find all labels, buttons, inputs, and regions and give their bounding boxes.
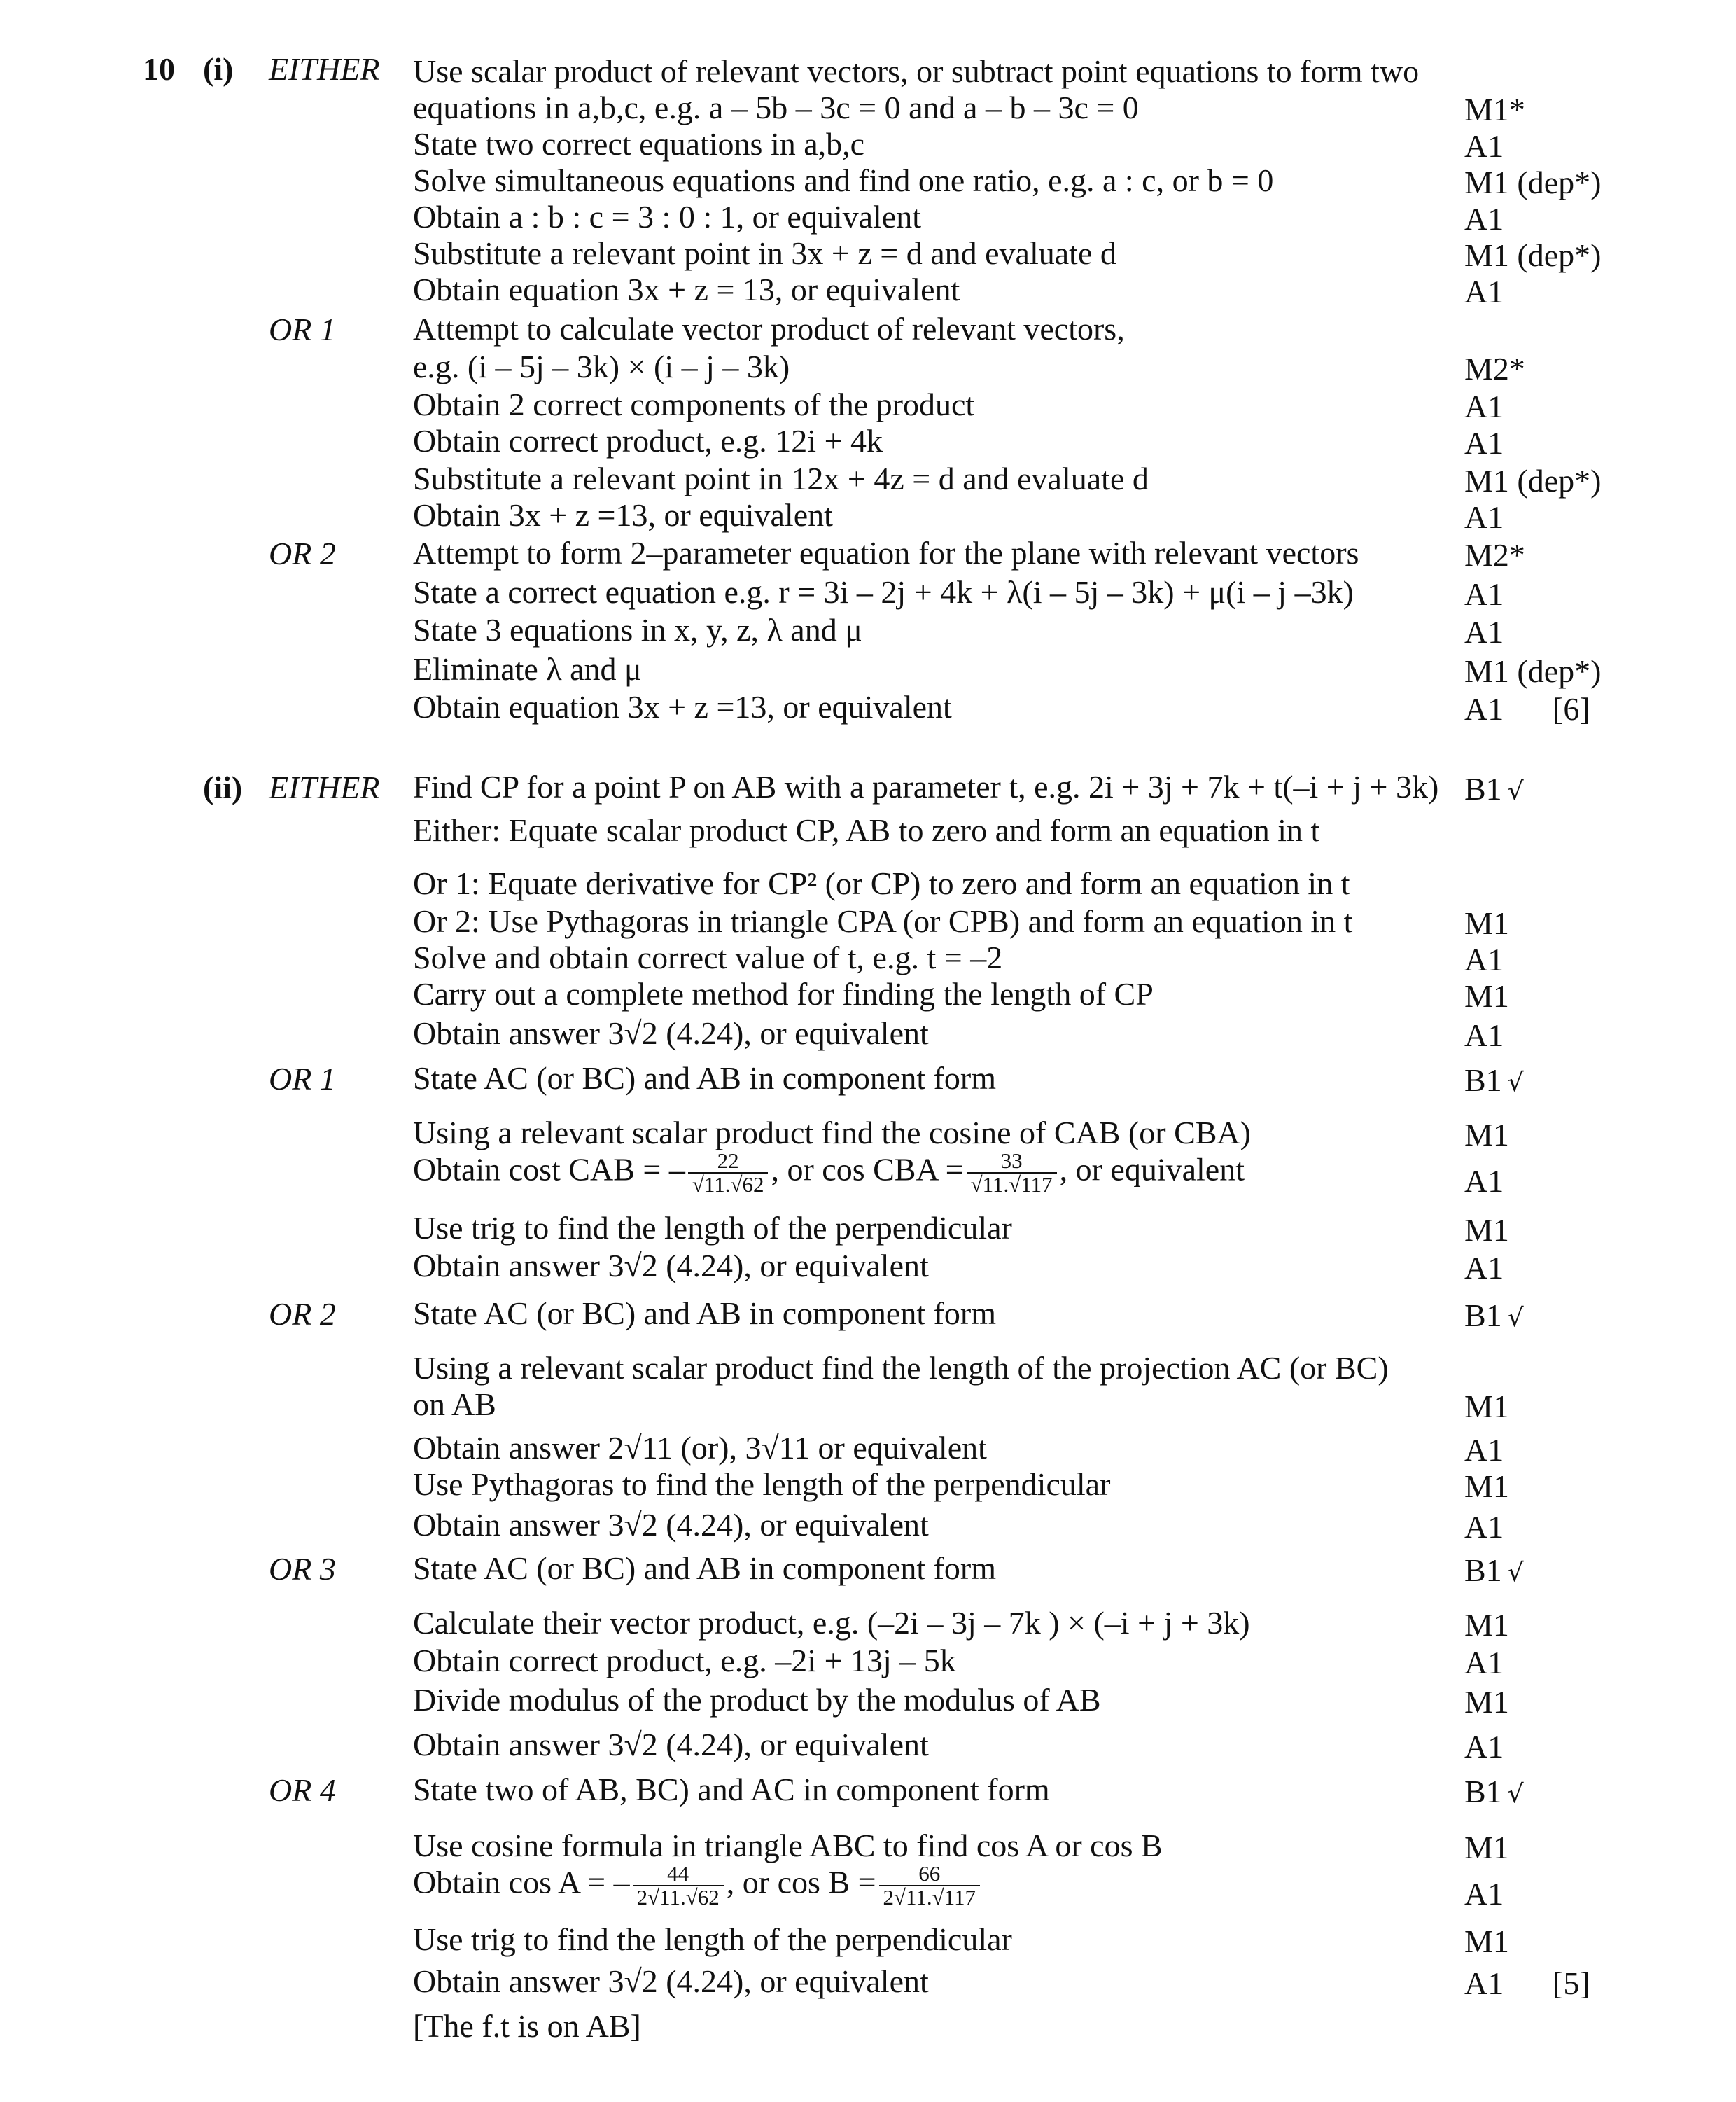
part-i-or2-label: OR 2 <box>269 536 336 571</box>
part-ii-or3-line-2: Calculate their vector product, e.g. (–2i – 3j – 7k ) × (–i + j + 3k) <box>413 1605 1250 1641</box>
part-i-or2-line-1: Attempt to form 2–parameter equation for the plane with relevant vectors <box>413 535 1359 571</box>
part-ii-or2-line-2: Using a relevant scalar product find the length of the projection AC (or BC) <box>413 1350 1389 1386</box>
mark: A1 <box>1464 691 1504 727</box>
part-ii-or2-line-3: on AB <box>413 1386 496 1422</box>
fraction-cba: $\frac{33}{√11.√117}$ <box>967 1150 1057 1196</box>
mark: A1 <box>1464 425 1504 461</box>
mark: M1 <box>1464 1388 1509 1424</box>
part-i-label: (i) <box>203 51 234 87</box>
part-i-or2-line-2: State a correct equation e.g. r = 3i – 2j + 4k + λ(i – 5j – 3k) + μ(i – j –3k) <box>413 574 1354 610</box>
part-ii-either-line-7: Obtain answer 3√2 (4.24), or equivalent <box>413 1015 929 1051</box>
part-i-or2-line-5: Obtain equation 3x + z =13, or equivalent <box>413 689 952 725</box>
part-ii-or1-line-3: Obtain cost CAB = – $\frac{22}{√11.√62}$ , or cos CBA = $\frac{33}{√11.√117}$ , or equivalent <box>413 1148 1245 1197</box>
mark: M1 (dep*) <box>1464 165 1602 200</box>
part-i-or1-line-5: Substitute a relevant point in 12x + 4z = d and evaluate d <box>413 461 1149 496</box>
part-ii-or4-line-4: Use trig to find the length of the perpendicular <box>413 1921 1012 1957</box>
part-ii-or1-label: OR 1 <box>269 1061 336 1097</box>
follow-through-tick-icon: √ <box>1507 1780 1524 1809</box>
part-ii-or3-line-3: Obtain correct product, e.g. –2i + 13j – 5k <box>413 1643 956 1678</box>
part-i-either-line-1: Use scalar product of relevant vectors, or subtract point equations to form two <box>413 53 1420 89</box>
part-i-or1-label: OR 1 <box>269 312 336 347</box>
part-ii-or1-line-1: State AC (or BC) and AB in component form <box>413 1060 997 1096</box>
part-i-either-line-5: Obtain a : b : c = 3 : 0 : 1, or equivalent <box>413 199 922 235</box>
mark: M1 <box>1464 1117 1509 1153</box>
part-i-or1-line-1: Attempt to calculate vector product of relevant vectors, <box>413 311 1125 347</box>
mark: M1 <box>1464 905 1509 941</box>
part-ii-or2-label: OR 2 <box>269 1296 336 1332</box>
mark: A1 <box>1464 1432 1504 1468</box>
part-i-either-line-7: Obtain equation 3x + z = 13, or equivalent <box>413 272 960 307</box>
mark: A1 <box>1464 201 1504 237</box>
mark: A1 <box>1464 274 1504 309</box>
mark: A1 <box>1464 1645 1504 1680</box>
part-i-or1-line-2: e.g. (i – 5j – 3k) × (i – j – 3k) <box>413 349 790 384</box>
part-ii-or2-line-5: Use Pythagoras to find the length of the perpendicular <box>413 1466 1111 1502</box>
follow-through-tick-icon: √ <box>1507 1559 1524 1587</box>
part-ii-either-line-1: Find CP for a point P on AB with a parameter t, e.g. 2i + 3j + 7k + t(–i + j + 3k) <box>413 769 1439 805</box>
part-ii-either-line-5: Solve and obtain correct value of t, e.g. t = –2 <box>413 940 1003 975</box>
part-ii-or4-label: OR 4 <box>269 1772 336 1808</box>
part-ii-either-label: EITHER <box>269 770 380 805</box>
fraction-cos-b: $\frac{66}{2√11.√117}$ <box>879 1863 980 1909</box>
part-i-or1-line-4: Obtain correct product, e.g. 12i + 4k <box>413 423 883 459</box>
mark: A1 <box>1464 942 1504 977</box>
mark: M1 (dep*) <box>1464 237 1602 273</box>
follow-through-tick-icon: √ <box>1507 777 1524 806</box>
part-ii-or2-line-4: Obtain answer 2√11 (or), 3√11 or equivalent <box>413 1430 987 1466</box>
part-ii-or4-line-3: Obtain cos A = – $\frac{44}{2√11.√62}$ , or cos B = $\frac{66}{2√11.√117}$ <box>413 1863 983 1909</box>
part-i-either-line-2: equations in a,b,c, e.g. a – 5b – 3c = 0 and a – b – 3c = 0 <box>413 90 1139 125</box>
mark: A1 <box>1464 128 1504 164</box>
part-ii-either-line-4: Or 2: Use Pythagoras in triangle CPA (or CPB) and form an equation in t <box>413 903 1353 939</box>
part-i-or2-line-4: Eliminate λ and μ <box>413 651 642 687</box>
mark: B1 √ <box>1464 1297 1524 1333</box>
question-number: 10 <box>143 51 175 87</box>
part-i-either-label: EITHER <box>269 51 380 87</box>
mark: M1 <box>1464 1607 1509 1643</box>
mark: A1 <box>1464 499 1504 535</box>
part-i-either-line-3: State two correct equations in a,b,c <box>413 126 865 162</box>
part-ii-or3-line-5: Obtain answer 3√2 (4.24), or equivalent <box>413 1727 929 1762</box>
part-ii-or2-line-1: State AC (or BC) and AB in component form <box>413 1295 997 1331</box>
part-i-or1-line-3: Obtain 2 correct components of the product <box>413 387 975 422</box>
part-i-either-line-4: Solve simultaneous equations and find one ratio, e.g. a : c, or b = 0 <box>413 162 1274 198</box>
mark: M2* <box>1464 351 1525 387</box>
part-i-total: [6] <box>1553 691 1590 727</box>
mark: B1 √ <box>1464 1774 1524 1809</box>
mark: B1 √ <box>1464 1062 1524 1098</box>
mark: A1 <box>1464 1509 1504 1545</box>
part-i-or1-line-6: Obtain 3x + z =13, or equivalent <box>413 497 833 533</box>
mark: A1 <box>1464 1965 1504 2001</box>
mark: A1 <box>1464 614 1504 650</box>
part-ii-either-line-3: Or 1: Equate derivative for CP² (or CP) to zero and form an equation in t <box>413 865 1350 901</box>
mark: A1 <box>1464 1729 1504 1765</box>
mark: M2* <box>1464 537 1525 573</box>
part-i-either-line-6: Substitute a relevant point in 3x + z = d and evaluate d <box>413 235 1116 271</box>
mark: B1 √ <box>1464 1552 1524 1588</box>
follow-through-tick-icon: √ <box>1507 1304 1524 1332</box>
mark: M1 (dep*) <box>1464 463 1602 499</box>
part-ii-or4-line-1: State two of AB, BC) and AC in component form <box>413 1772 1050 1807</box>
fraction-cos-a: $\frac{44}{2√11.√62}$ <box>633 1863 724 1909</box>
mark: M1 (dep*) <box>1464 653 1602 689</box>
part-ii-or4-line-6: [The f.t is on AB] <box>413 2008 641 2044</box>
part-ii-or3-line-4: Divide modulus of the product by the modulus of AB <box>413 1682 1101 1718</box>
mark: B1 √ <box>1464 771 1524 807</box>
part-ii-label: (ii) <box>203 770 243 805</box>
part-ii-or4-line-5: Obtain answer 3√2 (4.24), or equivalent <box>413 1963 929 1999</box>
mark: A1 <box>1464 576 1504 612</box>
part-i-or2-line-3: State 3 equations in x, y, z, λ and μ <box>413 612 862 648</box>
part-ii-or3-line-1: State AC (or BC) and AB in component form <box>413 1550 997 1586</box>
mark: A1 <box>1464 1250 1504 1286</box>
part-ii-or4-line-2: Use cosine formula in triangle ABC to find cos A or cos B <box>413 1828 1163 1863</box>
mark: M1 <box>1464 1923 1509 1959</box>
part-ii-either-line-2: Either: Equate scalar product CP, AB to zero and form an equation in t <box>413 812 1320 848</box>
mark: M1 <box>1464 1212 1509 1248</box>
part-ii-or1-line-4: Use trig to find the length of the perpendicular <box>413 1210 1012 1246</box>
part-ii-total: [5] <box>1553 1965 1590 2001</box>
mark: A1 <box>1464 1017 1504 1053</box>
part-ii-or2-line-6: Obtain answer 3√2 (4.24), or equivalent <box>413 1507 929 1543</box>
mark: M1 <box>1464 1468 1509 1504</box>
fraction-cab: $\frac{22}{√11.√62}$ <box>688 1150 769 1196</box>
mark: A1 <box>1464 1163 1504 1199</box>
mark: M1 <box>1464 1830 1509 1865</box>
follow-through-tick-icon: √ <box>1507 1069 1524 1097</box>
mark: A1 <box>1464 1876 1504 1912</box>
mark: M1* <box>1464 92 1525 127</box>
part-ii-or1-line-5: Obtain answer 3√2 (4.24), or equivalent <box>413 1248 929 1283</box>
part-ii-either-line-6: Carry out a complete method for finding the length of CP <box>413 976 1154 1012</box>
mark: M1 <box>1464 978 1509 1014</box>
mark: M1 <box>1464 1684 1509 1720</box>
mark: A1 <box>1464 389 1504 424</box>
part-ii-or3-label: OR 3 <box>269 1551 336 1587</box>
part-ii-or1-line-2: Using a relevant scalar product find the cosine of CAB (or CBA) <box>413 1115 1251 1150</box>
